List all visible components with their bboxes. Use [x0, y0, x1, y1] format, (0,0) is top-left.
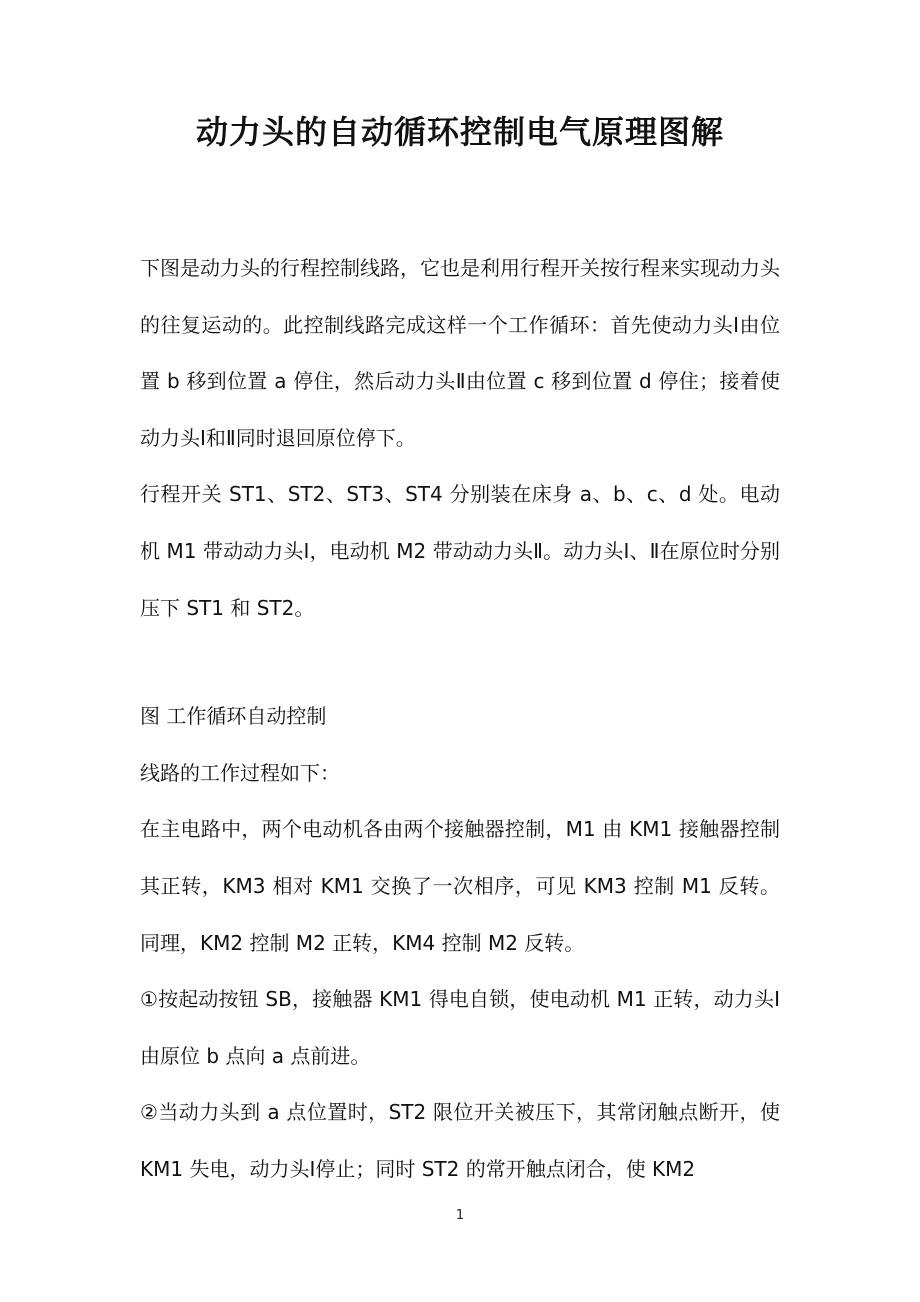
figure-caption: 图 工作循环自动控制 [140, 704, 327, 729]
paragraph-main-circuit: 在主电路中，两个电动机各由两个接触器控制，M1 由 KM1 接触器控制其正转，KM3 相对 KM1 交换了一次相序，可见 KM3 控制 M1 反转。同理，KM2 控制 M2 正转，KM4 控制 M2 反转。 [140, 817, 780, 955]
figure-gap [140, 636, 780, 688]
document-body [140, 240, 780, 1198]
paragraph-step-1: ①按起动按钮 SB，接触器 KM1 得电自锁，使电动机 M1 正转，动力头Ⅰ由原位 b 点向 a 点前进。 [140, 987, 780, 1068]
document-title: 动力头的自动循环控制电气原理图解 [195, 113, 724, 151]
page-number: 1 [455, 1208, 465, 1223]
paragraph-process-heading: 线路的工作过程如下： [140, 760, 340, 785]
paragraph-switches: 行程开关 ST1、ST2、ST3、ST4 分别装在床身 a、b、c、d 处。电动机 M1 带动动力头Ⅰ，电动机 M2 带动动力头Ⅱ。动力头Ⅰ、Ⅱ在原位时分别压下 ST1 和 ST2。 [140, 482, 780, 620]
paragraph-step-2: ②当动力头到 a 点位置时，ST2 限位开关被压下，其常闭触点断开，使 KM1 失电，动力头Ⅰ停止；同时 ST2 的常开触点闭合，使 KM2 [140, 1100, 780, 1181]
paragraph-intro: 下图是动力头的行程控制线路，它也是利用行程开关按行程来实现动力头的往复运动的。此控制线路完成这样一个工作循环：首先使动力头Ⅰ由位置 b 移到位置 a 停住，然后动力头Ⅱ由位置 c 移到位置 d 停住；接着使动力头Ⅰ和Ⅱ同时退回原位停下。 [140, 256, 780, 450]
